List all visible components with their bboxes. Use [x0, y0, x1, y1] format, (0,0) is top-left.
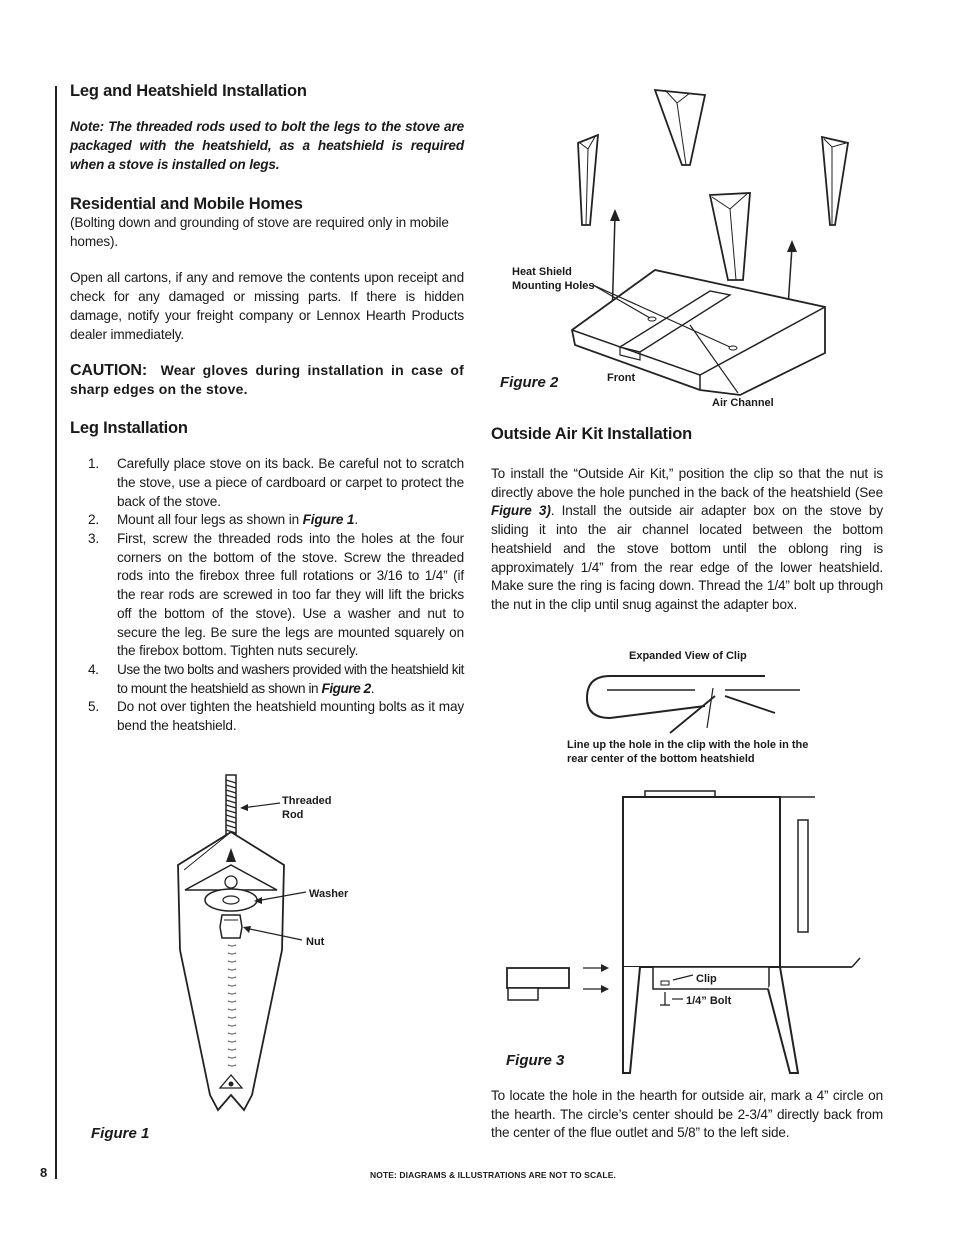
label-bolt: 1/4” Bolt — [686, 995, 732, 1007]
figure-reference: Figure 3) — [491, 503, 551, 519]
label-threaded-rod: Threaded Rod — [282, 795, 332, 821]
outside-air-paragraph: To install the “Outside Air Kit,” position the clip so that the nut is directly above the hole punched in the back of the heatshield (See Figure 3). Install the outside air adapter box on the stove by sliding it into the air channel located between the bottom heatshield and the stove bottom until the oblong ring is approximately 1/4” from the rear edge of the lower heatshield. Make sure the ring is facing down. Thread the 1/4” bolt up through the nut in the clip until snug against the adapter box. — [491, 466, 883, 612]
list-item: 3. First, screw the threaded rods into the holes at the four corners on the bottom of the stove. Screw the threaded rods into the firebox three full rotations or 3/16 to 1/4” (if the rear rods are screwed in too far they will lift the bricks off the bottom of the stove). Use a washer and nut to secure the leg. Be sure the legs are mounted squarely on the firebox bottom. Tighten nuts securely. — [88, 531, 464, 659]
figure-reference: Figure 2 — [321, 680, 371, 696]
residential-paragraph-2: Open all cartons, if any and remove the contents upon receipt and check for any damaged or missing parts. If there is hidden damage, notify your freight company or Lennox Hearth Products dealer immediately. — [70, 270, 464, 342]
note-paragraph: Note: The threaded rods used to bolt the legs to the stove are packaged with the heatshield, as a heatshield is required when a stove is installed on legs. — [70, 119, 464, 172]
label-front: Front — [607, 372, 636, 384]
figure-3-stove-diagram — [500, 785, 870, 1085]
list-item: 5. Do not over tighten the heatshield mounting bolts as it may bend the heatshield. — [88, 699, 464, 734]
section-title-residential: Residential and Mobile Homes — [70, 195, 303, 213]
figure-1-leg-diagram — [170, 770, 370, 1120]
column-rule — [55, 86, 57, 1179]
label-expanded-view: Expanded View of Clip — [629, 650, 747, 662]
leg-installation-steps — [70, 455, 464, 736]
caution-paragraph — [70, 361, 464, 399]
label-air-channel: Air Channel — [712, 397, 774, 409]
caution-text: Wear gloves during installation in case of sharp edges on the stove. — [70, 362, 464, 398]
figure-2-heatshield-diagram — [560, 85, 860, 405]
figure-2-caption: Figure 2 — [500, 374, 559, 391]
page-number: 8 — [40, 1165, 48, 1180]
figure-reference: Figure 1 — [302, 512, 355, 528]
label-line-up: Line up the hole in the clip with the hole in the rear center of the bottom heatshield — [567, 739, 809, 765]
label-heat-shield-mounting-holes: Heat Shield Mounting Holes — [512, 266, 595, 292]
list-item: 1. Carefully place stove on its back. Be careful not to scratch the stove, use a piece of cardboard or carpet to protect the back of the stove. — [88, 456, 464, 509]
label-clip: Clip — [696, 973, 717, 985]
list-item: 4. Use the two bolts and washers provided with the heatshield kit to mount the heatshield as shown in Figure 2. — [88, 661, 464, 696]
clip-expanded-view-diagram — [585, 668, 805, 738]
section-title-leg-installation: Leg Installation — [70, 419, 188, 438]
label-washer: Washer — [309, 888, 349, 900]
label-nut: Nut — [306, 936, 325, 948]
closing-paragraph: To locate the hole in the hearth for outside air, mark a 4” circle on the hearth. The circle’s center should be 2-3/4” directly back from the center of the flue outlet and 5/8” to the left side. — [491, 1088, 883, 1141]
section-title-outside-air: Outside Air Kit Installation — [491, 425, 692, 443]
figure-3-caption: Figure 3 — [506, 1052, 565, 1069]
footer-note: NOTE: DIAGRAMS & ILLUSTRATIONS ARE NOT TO SCALE. — [370, 1170, 616, 1180]
residential-paragraph-1: (Bolting down and grounding of stove are required only in mobile homes). — [70, 215, 449, 249]
left-column — [70, 82, 464, 736]
caution-label: CAUTION: — [70, 362, 148, 380]
figure-1-caption: Figure 1 — [91, 1125, 150, 1142]
list-item: 2. Mount all four legs as shown in Figure 1. — [88, 512, 358, 528]
section-title-leg-heatshield: Leg and Heatshield Installation — [70, 82, 307, 100]
